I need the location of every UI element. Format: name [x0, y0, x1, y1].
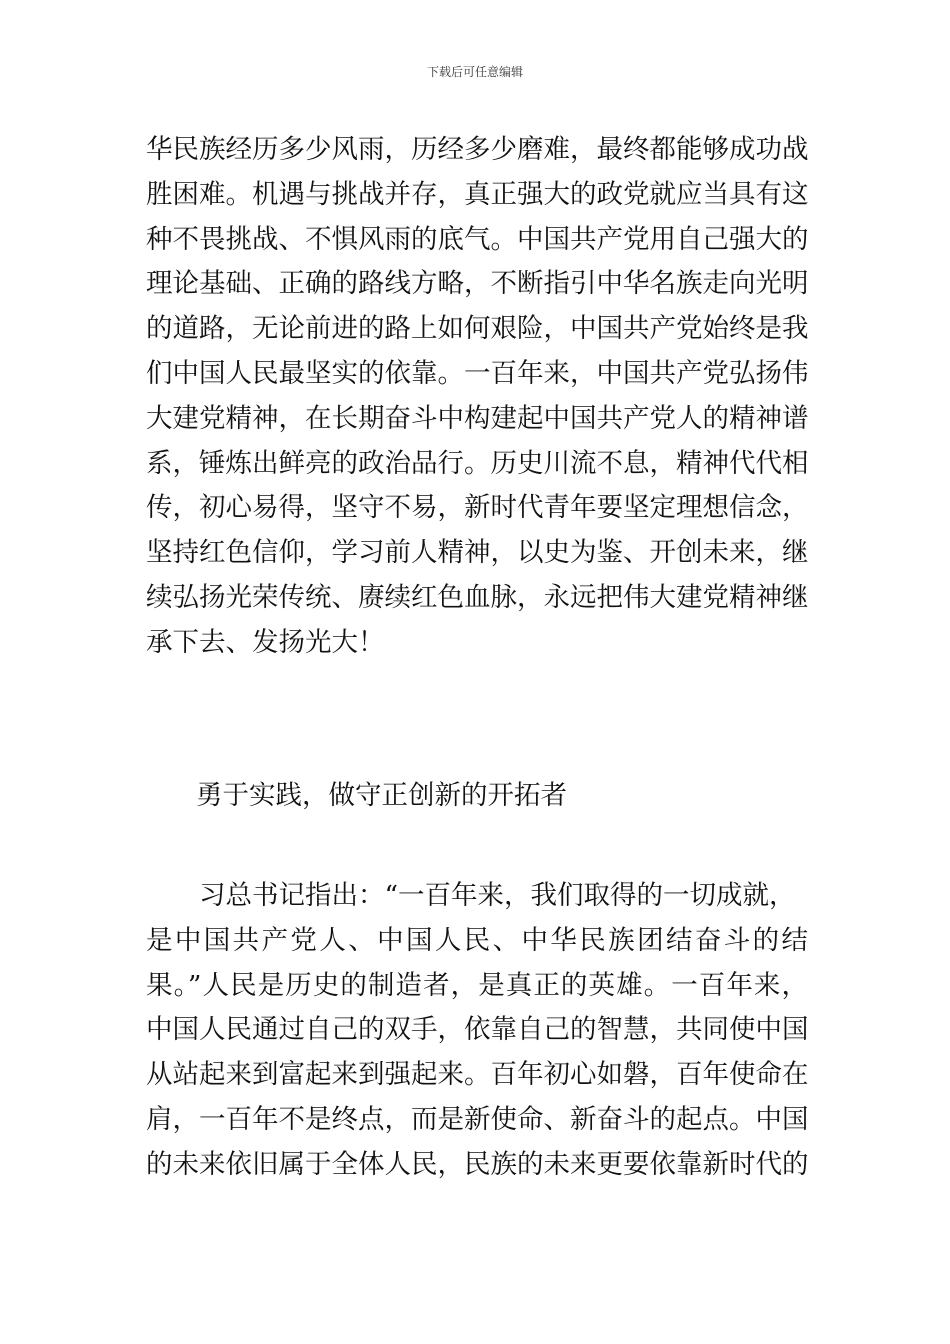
paragraph-line: 肩，一百年不是终点，而是新使命、新奋斗的起点。中国	[146, 1103, 808, 1135]
paragraph-line: 承下去、发扬光大！	[146, 626, 385, 658]
paragraph-line: 理论基础、正确的路线方略，不断指引中华名族走向光明	[146, 268, 808, 300]
paragraph-line: 续弘扬光荣传统、赓续红色血脉，永远把伟大建党精神继	[146, 581, 808, 613]
paragraph-line: 系，锤炼出鲜亮的政治品行。历史川流不息，精神代代相	[146, 447, 808, 479]
section-heading: 勇于实践，做守正创新的开拓者	[196, 780, 567, 811]
paragraph-line: 们中国人民最坚实的依靠。一百年来，中国共产党弘扬伟	[146, 357, 808, 389]
body-paragraph	[146, 128, 808, 666]
paragraph-line: 的未来依旧属于全体人民，民族的未来更要依靠新时代的	[146, 1148, 808, 1180]
paragraph-line: 是中国共产党人、中国人民、中华民族团结奋斗的结	[146, 924, 808, 956]
paragraph-line: 传，初心易得，坚守不易，新时代青年要坚定理想信念，	[146, 492, 808, 524]
paragraph-line: 从站起来到富起来到强起来。百年初心如磐，百年使命在	[146, 1059, 808, 1091]
paragraph-line: 果。”人民是历史的制造者，是真正的英雄。一百年来，	[146, 969, 808, 1001]
paragraph-line: 的道路，无论前进的路上如何艰险，中国共产党始终是我	[146, 313, 808, 345]
paragraph-line: 华民族经历多少风雨，历经多少磨难，最终都能够成功战	[146, 134, 808, 165]
paragraph-line: 中国人民通过自己的双手，依靠自己的智慧，共同使中国	[146, 1014, 808, 1046]
paragraph-first-line: 习总书记指出：“一百年来，我们取得的一切成就，	[199, 880, 796, 911]
page-header: 下载后可任意编辑	[426, 65, 523, 79]
paragraph-line: 坚持红色信仰，学习前人精神，以史为鉴、开创未来，继	[146, 537, 808, 569]
paragraph-line: 胜困难。机遇与挑战并存，真正强大的政党就应当具有这	[146, 178, 808, 210]
paragraph-line: 种不畏挑战、不惧风雨的底气。中国共产党用自己强大的	[146, 223, 808, 255]
body-paragraph	[146, 874, 808, 1188]
paragraph-line: 大建党精神，在长期奋斗中构建起中国共产党人的精神谱	[146, 402, 808, 434]
